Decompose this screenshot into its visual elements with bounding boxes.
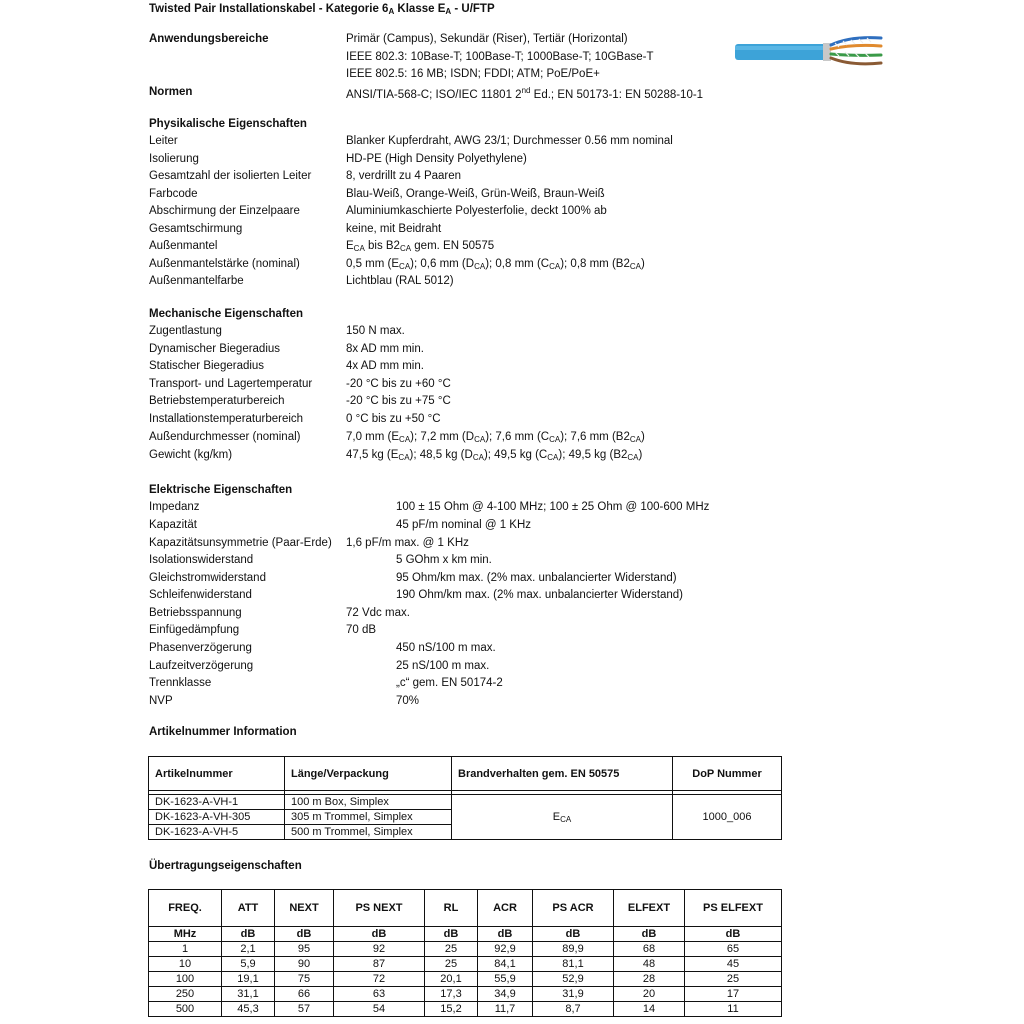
table-cell: 75: [275, 972, 334, 987]
unit-cell: dB: [533, 927, 614, 942]
table-cell: 10: [149, 957, 222, 972]
table-cell: 15,2: [425, 1002, 478, 1017]
article-packaging: 100 m Box, Simplex: [285, 795, 452, 810]
electrical-row-label: NVP: [149, 695, 173, 707]
table-cell: 250: [149, 987, 222, 1002]
electrical-row-label: Einfügedämpfung: [149, 624, 240, 636]
table-header-cell: PS ELFEXT: [685, 890, 782, 927]
table-cell: 20,1: [425, 972, 478, 987]
physical-heading: Physikalische Eigenschaften: [149, 118, 307, 130]
table-header-cell: NEXT: [275, 890, 334, 927]
table-cell: 28: [614, 972, 685, 987]
electrical-row-value: 1,6 pF/m max. @ 1 KHz: [346, 537, 469, 549]
table-cell: 66: [275, 987, 334, 1002]
electrical-heading: Elektrische Eigenschaften: [149, 484, 293, 496]
table-header-cell: Länge/Verpackung: [285, 757, 452, 791]
jacket-thickness-value: 0,5 mm $(E_{CA})$; 0,6 mm $(D_{CA})$; 0,8 mm $(C_{CA})$; 0,8 mm $(B2_{CA})$: [346, 258, 645, 271]
electrical-row-label: Gleichstromwiderstand: [149, 572, 266, 584]
mechanical-row-label: Installationstemperaturbereich: [149, 413, 304, 425]
table-header-cell: DoP Nummer: [673, 757, 782, 791]
table-header-row: [149, 757, 782, 791]
unit-cell: dB: [425, 927, 478, 942]
electrical-row-label: Kapazität: [149, 519, 197, 531]
physical-row-label: Farbcode: [149, 188, 198, 200]
table-header-cell: Brandverhalten gem. EN 50575: [452, 757, 673, 791]
electrical-row-label: Isolationswiderstand: [149, 554, 254, 566]
article-packaging: 305 m Trommel, Simplex: [285, 810, 452, 825]
jacket-color-label: Außenmantelfarbe: [149, 275, 244, 287]
physical-row-value: 8, verdrillt zu 4 Paaren: [346, 170, 462, 182]
electrical-row-value: 450 nS/100 m max.: [396, 642, 496, 654]
mechanical-row-value: -20 °C bis zu +60 °C: [346, 378, 451, 390]
table-cell: 52,9: [533, 972, 614, 987]
table-cell: 2,1: [222, 942, 275, 957]
table-row: [149, 795, 782, 810]
table-cell: 17: [685, 987, 782, 1002]
table-cell: 81,1: [533, 957, 614, 972]
jacket-label: Außenmantel: [149, 240, 218, 252]
table-row: [149, 957, 782, 972]
table-row: [149, 942, 782, 957]
table-cell: 14: [614, 1002, 685, 1017]
outer-diameter-label: Außendurchmesser (nominal): [149, 431, 301, 443]
table-cell: 87: [334, 957, 425, 972]
physical-row-label: Gesamtschirmung: [149, 223, 243, 235]
physical-row-label: Gesamtzahl der isolierten Leiter: [149, 170, 312, 182]
table-cell: 31,9: [533, 987, 614, 1002]
table-cell: 45,3: [222, 1002, 275, 1017]
mechanical-row-value: 8x AD mm min.: [346, 343, 424, 355]
cable-product-image: [735, 30, 885, 70]
table-cell: 92: [334, 942, 425, 957]
table-cell: 25: [425, 957, 478, 972]
articles-heading: Artikelnummer Information: [149, 726, 297, 738]
table-header-cell: RL: [425, 890, 478, 927]
table-header-cell: PS NEXT: [334, 890, 425, 927]
physical-row-value: keine, mit Beidraht: [346, 223, 442, 235]
table-header-cell: ACR: [478, 890, 533, 927]
table-header-cell: Artikelnummer: [149, 757, 285, 791]
article-number: DK-1623-A-VH-1: [149, 795, 285, 810]
electrical-row-value: 72 Vdc max.: [346, 607, 410, 619]
table-row: [149, 987, 782, 1002]
table-header-cell: ELFEXT: [614, 890, 685, 927]
table-cell: 57: [275, 1002, 334, 1017]
table-cell: 54: [334, 1002, 425, 1017]
table-units-row: [149, 927, 782, 942]
table-cell: 19,1: [222, 972, 275, 987]
table-header-row: [149, 890, 782, 927]
standards-value: ANSI/TIA-568-C; ISO/IEC 11801 2nd Ed.; EN 50173-1: EN 50288-10-1: [346, 86, 704, 101]
table-cell: 55,9: [478, 972, 533, 987]
electrical-row-value: 190 Ohm/km max. (2% max. unbalancierter Widerstand): [396, 589, 683, 601]
mechanical-row-value: 4x AD mm min.: [346, 360, 424, 372]
electrical-row-value: 25 nS/100 m max.: [396, 660, 490, 672]
unit-cell: dB: [222, 927, 275, 942]
table-cell: 11: [685, 1002, 782, 1017]
electrical-row-value: 5 GOhm x km min.: [396, 554, 492, 566]
unit-cell: dB: [275, 927, 334, 942]
unit-cell: dB: [685, 927, 782, 942]
electrical-row-label: Kapazitätsunsymmetrie (Paar-Erde): [149, 537, 332, 549]
electrical-row-label: Trennklasse: [149, 677, 212, 689]
electrical-row-label: Impedanz: [149, 501, 200, 513]
mechanical-row-label: Dynamischer Biegeradius: [149, 343, 281, 355]
physical-row-label: Leiter: [149, 135, 178, 147]
table-cell: 25: [685, 972, 782, 987]
mechanical-heading: Mechanische Eigenschaften: [149, 308, 304, 320]
table-cell: 90: [275, 957, 334, 972]
physical-row-label: Abschirmung der Einzelpaare: [149, 205, 300, 217]
unit-cell: dB: [334, 927, 425, 942]
physical-row-value: Aluminiumkaschierte Polyesterfolie, deckt 100% ab: [346, 205, 607, 217]
table-cell: 48: [614, 957, 685, 972]
table-cell: 5,9: [222, 957, 275, 972]
table-cell: 34,9: [478, 987, 533, 1002]
electrical-row-label: Schleifenwiderstand: [149, 589, 252, 601]
table-cell: 17,3: [425, 987, 478, 1002]
electrical-row-label: Laufzeitverzögerung: [149, 660, 254, 672]
unit-cell: dB: [614, 927, 685, 942]
transmission-table: [148, 889, 782, 1017]
physical-row-value: Blau-Weiß, Orange-Weiß, Grün-Weiß, Braun-Weiß: [346, 188, 605, 200]
table-cell: 100: [149, 972, 222, 987]
outer-diameter-value: 7,0 mm $(E_{CA})$; 7,2 mm $(D_{CA})$; 7,6 mm $(C_{CA})$; 7,6 mm $(B2_{CA})$: [346, 431, 645, 444]
article-number: DK-1623-A-VH-305: [149, 810, 285, 825]
mechanical-row-label: Transport- und Lagertemperatur: [149, 378, 313, 390]
table-cell: 25: [425, 942, 478, 957]
table-cell: 65: [685, 942, 782, 957]
table-cell: 89,9: [533, 942, 614, 957]
application-line: IEEE 802.3: 10Base-T; 100Base-T; 1000Base-T; 10GBase-T: [346, 51, 654, 63]
page-title: Twisted Pair Installationskabel - Kategorie $6_A$ Klasse $E_A - U/FTP$: [149, 3, 495, 16]
application-line: Primär (Campus), Sekundär (Riser), Tertiär (Horizontal): [346, 33, 628, 45]
electrical-row-label: Phasenverzögerung: [149, 642, 252, 654]
table-cell: 68: [614, 942, 685, 957]
weight-label: Gewicht (kg/km): [149, 449, 233, 461]
electrical-row-value: 70%: [396, 695, 420, 707]
table-cell: 63: [334, 987, 425, 1002]
table-cell: 500: [149, 1002, 222, 1017]
table-header-cell: ATT: [222, 890, 275, 927]
application-label: Anwendungsbereiche: [149, 33, 269, 45]
table-cell: 11,7: [478, 1002, 533, 1017]
jacket-color-value: Lichtblau (RAL 5012): [346, 275, 454, 287]
unit-cell: MHz: [149, 927, 222, 942]
mechanical-row-label: Statischer Biegeradius: [149, 360, 265, 372]
electrical-row-value: 100 ± 15 Ohm @ 4-100 MHz; 100 ± 25 Ohm @ 100-600 MHz: [396, 501, 710, 513]
mechanical-row-value: 0 °C bis zu +50 °C: [346, 413, 441, 425]
mechanical-row-value: -20 °C bis zu +75 °C: [346, 395, 451, 407]
table-cell: 31,1: [222, 987, 275, 1002]
mechanical-row-label: Zugentlastung: [149, 325, 222, 337]
dop-number: 1000_006: [673, 795, 782, 840]
table-cell: 84,1: [478, 957, 533, 972]
fire-class: $E_{CA}$: [452, 795, 673, 840]
unit-cell: dB: [478, 927, 533, 942]
mechanical-row-value: 150 N max.: [346, 325, 405, 337]
article-number: DK-1623-A-VH-5: [149, 825, 285, 840]
table-row: [149, 972, 782, 987]
table-header-cell: FREQ.: [149, 890, 222, 927]
table-cell: 45: [685, 957, 782, 972]
table-cell: 72: [334, 972, 425, 987]
electrical-row-value: 45 pF/m nominal @ 1 KHz: [396, 519, 532, 531]
electrical-row-value: 70 dB: [346, 624, 377, 636]
table-cell: 20: [614, 987, 685, 1002]
jacket-value: $E_{CA}$ bis $B2_{CA}$ gem. EN 50575: [346, 240, 495, 253]
physical-row-value: HD-PE (High Density Polyethylene): [346, 153, 527, 165]
table-cell: 8,7: [533, 1002, 614, 1017]
table-cell: 1: [149, 942, 222, 957]
table-header-cell: PS ACR: [533, 890, 614, 927]
electrical-row-value: „c“ gem. EN 50174-2: [396, 677, 503, 689]
weight-value: 47,5 kg $(E_{CA})$; 48,5 kg $(D_{CA})$; 49,5 kg $(C_{CA})$; 49,5 kg $(B2_{CA})$: [346, 449, 643, 462]
table-cell: 95: [275, 942, 334, 957]
physical-row-label: Isolierung: [149, 153, 199, 165]
mechanical-row-label: Betriebstemperaturbereich: [149, 395, 285, 407]
standards-label: Normen: [149, 86, 193, 98]
table-cell: 92,9: [478, 942, 533, 957]
transmission-heading: Übertragungseigenschaften: [149, 860, 302, 872]
table-row: [149, 1002, 782, 1017]
physical-row-value: Blanker Kupferdraht, AWG 23/1; Durchmesser 0.56 mm nominal: [346, 135, 673, 147]
electrical-row-label: Betriebsspannung: [149, 607, 242, 619]
articles-table: [148, 756, 782, 840]
application-line: IEEE 802.5: 16 MB; ISDN; FDDI; ATM; PoE/PoE+: [346, 68, 600, 80]
electrical-row-value: 95 Ohm/km max. (2% max. unbalancierter Widerstand): [396, 572, 677, 584]
article-packaging: 500 m Trommel, Simplex: [285, 825, 452, 840]
jacket-thickness-label: Außenmantelstärke (nominal): [149, 258, 300, 270]
